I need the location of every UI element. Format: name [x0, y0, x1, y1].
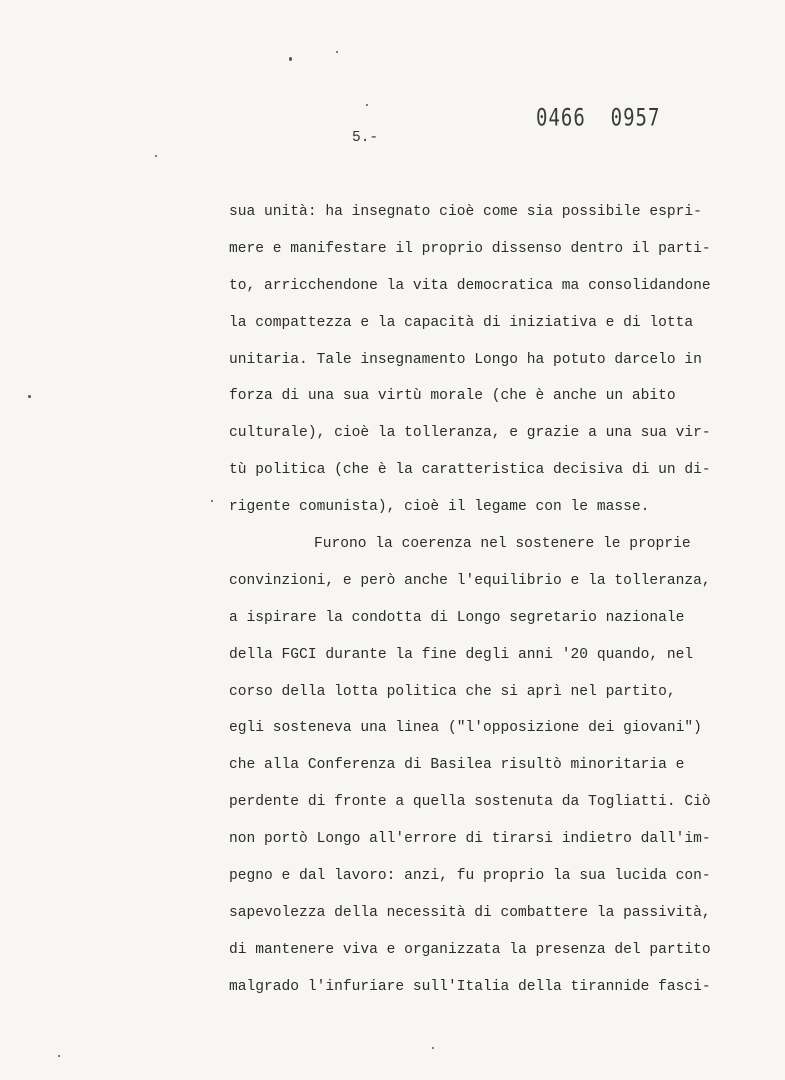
scan-speck [336, 51, 338, 53]
text-line: pegno e dal lavoro: anzi, fu proprio la sua lucida con- [229, 868, 711, 885]
text-line: non portò Longo all'errore di tirarsi indietro dall'im- [229, 831, 711, 848]
text-line: mere e manifestare il proprio dissenso dentro il parti- [229, 240, 711, 257]
text-line: rigente comunista), cioè il legame con le masse. [229, 499, 650, 516]
text-line: egli sosteneva una linea ("l'opposizione dei giovani") [229, 720, 702, 737]
text-line: unitaria. Tale insegnamento Longo ha potuto darcelo in [229, 351, 702, 368]
text-line: la compattezza e la capacità di iniziativa e di lotta [229, 314, 694, 331]
scan-speck [366, 104, 368, 106]
scan-speck [58, 1055, 60, 1057]
text-line: sua unità: ha insegnato cioè come sia possibile espri- [229, 204, 702, 220]
scan-speck [28, 395, 31, 398]
text-line: di mantenere viva e organizzata la presenza del partito [229, 941, 711, 958]
text-line: malgrado l'infuriare sull'Italia della tirannide fasci- [229, 978, 711, 995]
body-text [229, 202, 749, 1014]
archive-number-stamp: 0466 0957 [536, 104, 661, 132]
text-line: sapevolezza della necessità di combattere la passività, [229, 904, 711, 921]
scan-speck [155, 155, 157, 157]
scan-speck [289, 57, 292, 61]
scan-speck [211, 500, 213, 502]
scan-speck [432, 1047, 434, 1049]
text-line: perdente di fronte a quella sostenuta da Togliatti. Ciò [229, 794, 711, 811]
text-line: tù politica (che è la caratteristica decisiva di un di- [229, 462, 711, 479]
text-line: Furono la coerenza nel sostenere le proprie [314, 536, 691, 553]
text-line: che alla Conferenza di Basilea risultò minoritaria e [229, 757, 685, 774]
page-number: 5.- [352, 130, 379, 146]
text-line: a ispirare la condotta di Longo segretario nazionale [229, 609, 685, 626]
text-line: culturale), cioè la tolleranza, e grazie a una sua vir- [229, 425, 711, 442]
text-line: forza di una sua virtù morale (che è anche un abito [229, 388, 676, 405]
text-line: corso della lotta politica che si aprì nel partito, [229, 683, 676, 700]
text-line: to, arricchendone la vita democratica ma consolidandone [229, 277, 711, 294]
text-line: convinzioni, e però anche l'equilibrio e la tolleranza, [229, 572, 711, 589]
text-line: della FGCI durante la fine degli anni '20 quando, nel [229, 646, 694, 663]
